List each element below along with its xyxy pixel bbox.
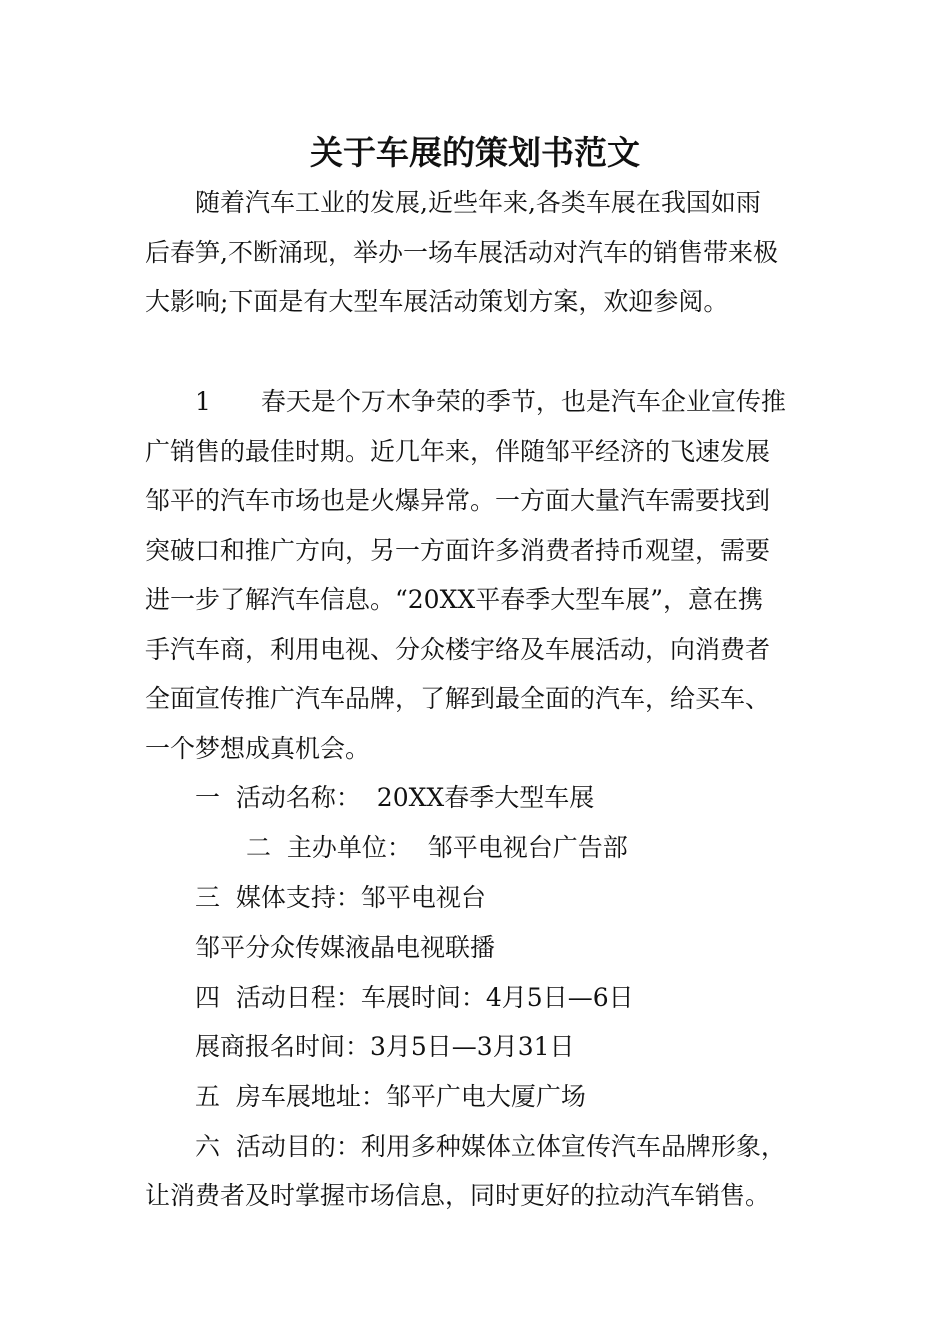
section-1-line-7: 全面宣传推广汽车品牌，了解到最全面的汽车，给买车、 <box>145 684 771 713</box>
section-1-line-6: 手汽车商，利用电视、分众楼宇络及车展活动，向消费者 <box>145 634 771 664</box>
item-purpose: 六 活动目的：利用多种媒体立体宣传汽车品牌形象， <box>195 1132 786 1161</box>
section-1-line-2: 广销售的最佳时期。近几年来，伴随邹平经济的飞速发展 <box>145 436 771 466</box>
section-1-line-8: 一个梦想成真机会。 <box>145 733 371 763</box>
section-1-line-5: 进一步了解汽车信息。“20XX平春季大型车展”，意在携 <box>145 585 763 614</box>
item-organizer: 二 主办单位： 邹平电视台广告部 <box>246 833 628 862</box>
intro-line-1: 随着汽车工业的发展,近些年来,各类车展在我国如雨 <box>145 188 761 217</box>
closing-line: 让消费者及时掌握市场信息，同时更好的拉动汽车销售。 <box>145 1181 771 1210</box>
intro-paragraph <box>145 178 805 327</box>
item-media-support-2: 邹平分众传媒液晶电视联播 <box>195 933 496 962</box>
item-activity-name: 一 活动名称： 20XX春季大型车展 <box>195 783 595 812</box>
section-1-line-1: 1 春天是个万木争荣的季节，也是汽车企业宣传推 <box>145 387 786 416</box>
section-1-line-4: 突破口和推广方向，另一方面许多消费者持币观望，需要 <box>145 535 771 565</box>
section-1-line-3: 邹平的汽车市场也是火爆异常。一方面大量汽车需要找到 <box>145 486 771 515</box>
document-title: 关于车展的策划书范文 <box>310 133 640 172</box>
intro-line-3: 大影响;下面是有大型车展活动策划方案，欢迎参阅。 <box>145 287 729 316</box>
item-media-support: 三 媒体支持：邹平电视台 <box>195 883 486 912</box>
item-registration-time: 展商报名时间：3月5日—3月31日 <box>195 1032 575 1061</box>
section-1-paragraph <box>145 377 805 773</box>
item-schedule: 四 活动日程：车展时间：4月5日—6日 <box>195 983 634 1012</box>
item-venue: 五 房车展地址：邹平广电大厦广场 <box>195 1082 586 1111</box>
intro-line-2: 后春笋,不断涌现，举办一场车展活动对汽车的销售带来极 <box>145 237 778 267</box>
